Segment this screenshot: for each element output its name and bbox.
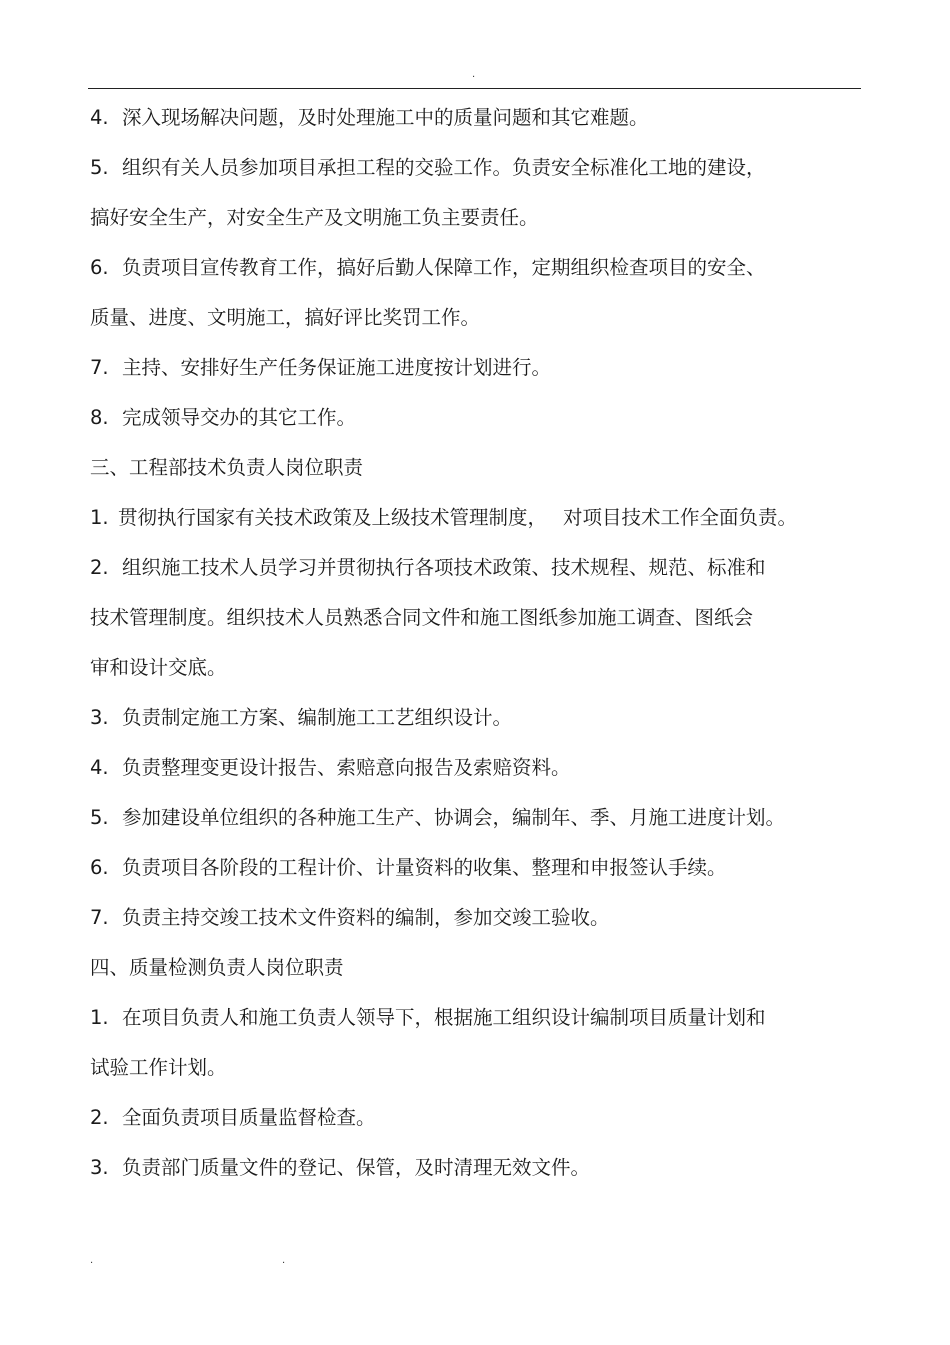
- line-text: 负责部门质量文件的登记、保管，及时清理无效文件。: [122, 1156, 591, 1179]
- line-text: 组织施工技术人员学习并贯彻执行各项技术政策、技术规程、规范、标准和: [122, 556, 766, 579]
- item-number: 5.: [90, 806, 109, 829]
- footer-mark-right: .: [282, 1255, 286, 1266]
- item-number: 5.: [90, 156, 109, 179]
- text-line: [90, 643, 865, 693]
- text-line: [90, 693, 865, 743]
- text-line: [90, 293, 865, 343]
- footer-mark-left: .: [90, 1255, 94, 1266]
- text-line: [90, 843, 865, 893]
- line-text: 质量、进度、文明施工，搞好评比奖罚工作。: [90, 306, 481, 329]
- line-text: 负责主持交竣工技术文件资料的编制，参加交竣工验收。: [122, 906, 610, 929]
- text-line: [90, 493, 865, 543]
- line-text: 组织有关人员参加项目承担工程的交验工作。负责安全标准化工地的建设，: [122, 156, 766, 179]
- line-text: 完成领导交办的其它工作。: [122, 406, 357, 429]
- item-number: 4.: [90, 106, 109, 129]
- header-mark: .: [472, 69, 476, 80]
- text-line: [90, 1093, 865, 1143]
- text-line: [90, 243, 865, 293]
- item-number: 3.: [90, 706, 109, 729]
- line-text: 参加建设单位组织的各种施工生产、协调会，编制年、季、月施工进度计划。: [122, 806, 786, 829]
- line-text: 审和设计交底。: [90, 656, 227, 679]
- text-line: [90, 1143, 865, 1193]
- line-text: 搞好安全生产，对安全生产及文明施工负主要责任。: [90, 206, 539, 229]
- line-text: 贯彻执行国家有关技术政策及上级技术管理制度， 对项目技术工作全面负责。: [118, 506, 797, 529]
- item-number: 2.: [90, 556, 109, 579]
- text-line: [90, 743, 865, 793]
- item-number: 6.: [90, 256, 109, 279]
- text-line: [90, 893, 865, 943]
- line-text: 试验工作计划。: [90, 1056, 227, 1079]
- line-text: 负责项目各阶段的工程计价、计量资料的收集、整理和申报签认手续。: [122, 856, 727, 879]
- item-number: 2.: [90, 1106, 109, 1129]
- item-number: 1.: [90, 1006, 109, 1029]
- item-number: 7.: [90, 906, 109, 929]
- text-line: [90, 93, 865, 143]
- item-number: 8.: [90, 406, 109, 429]
- item-number: 7.: [90, 356, 109, 379]
- document-body: [90, 93, 865, 1193]
- section-heading: [90, 943, 865, 993]
- section-heading: [90, 443, 865, 493]
- item-number: 4.: [90, 756, 109, 779]
- line-text: 负责制定施工方案、编制施工工艺组织设计。: [122, 706, 513, 729]
- line-text: 技术管理制度。组织技术人员熟悉合同文件和施工图纸参加施工调查、图纸会: [90, 606, 754, 629]
- item-number: 6.: [90, 856, 109, 879]
- line-text: 深入现场解决问题，及时处理施工中的质量问题和其它难题。: [122, 106, 649, 129]
- line-text: 全面负责项目质量监督检查。: [122, 1106, 376, 1129]
- text-line: [90, 193, 865, 243]
- text-line: [90, 593, 865, 643]
- line-text: 在项目负责人和施工负责人领导下，根据施工组织设计编制项目质量计划和: [122, 1006, 766, 1029]
- line-text: 负责项目宣传教育工作，搞好后勤人保障工作，定期组织检查项目的安全、: [122, 256, 766, 279]
- text-line: [90, 543, 865, 593]
- text-line: [90, 1043, 865, 1093]
- header-rule: [88, 88, 861, 89]
- line-text: 主持、安排好生产任务保证施工进度按计划进行。: [122, 356, 552, 379]
- line-text: 负责整理变更设计报告、索赔意向报告及索赔资料。: [122, 756, 571, 779]
- item-number: 1.: [90, 506, 109, 529]
- text-line: [90, 793, 865, 843]
- item-number: 3.: [90, 1156, 109, 1179]
- text-line: [90, 393, 865, 443]
- text-line: [90, 143, 865, 193]
- text-line: [90, 343, 865, 393]
- text-line: [90, 993, 865, 1043]
- heading-text: 四、质量检测负责人岗位职责: [90, 956, 344, 979]
- heading-text: 三、工程部技术负责人岗位职责: [90, 456, 364, 479]
